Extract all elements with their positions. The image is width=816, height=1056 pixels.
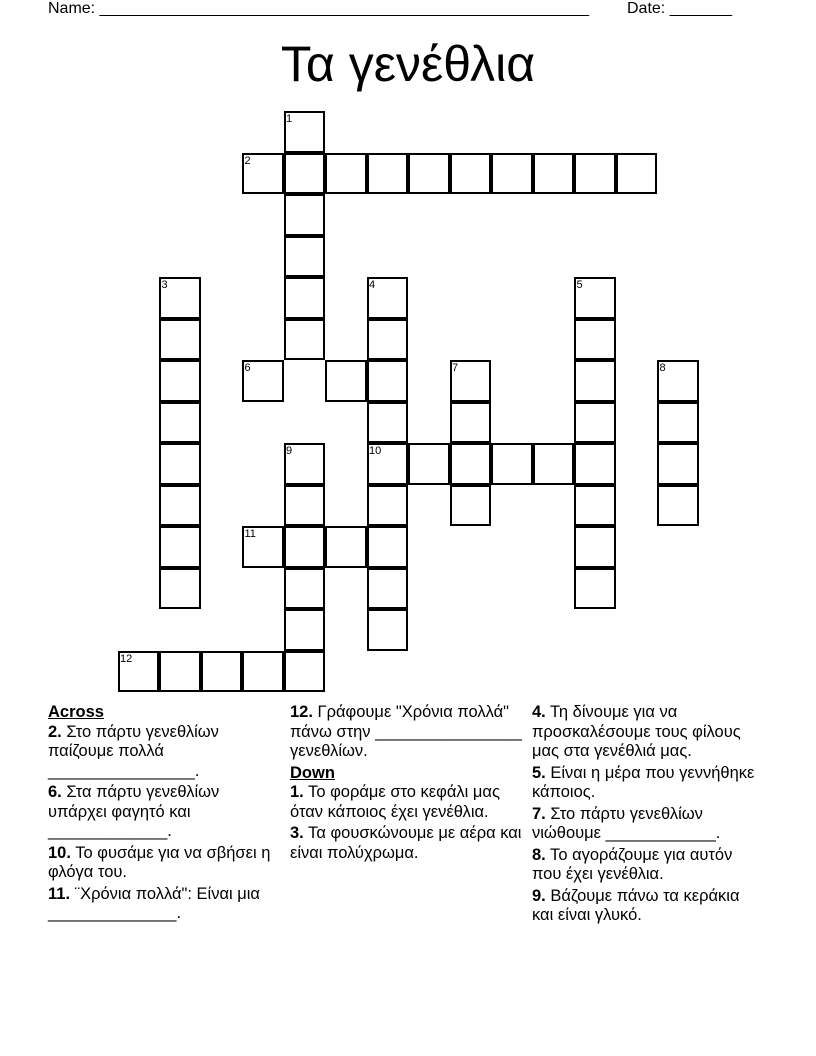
clue xyxy=(290,824,522,863)
crossword-cell[interactable] xyxy=(159,402,201,444)
crossword-cell[interactable] xyxy=(159,360,201,402)
clue-column-3 xyxy=(532,703,764,928)
clue-number: 8. xyxy=(532,845,546,864)
crossword-cell[interactable] xyxy=(367,568,409,610)
clue xyxy=(532,846,764,885)
clue-number: 5. xyxy=(532,763,546,782)
crossword-cell[interactable] xyxy=(284,194,326,236)
crossword-cell[interactable] xyxy=(284,568,326,610)
crossword-cell[interactable] xyxy=(325,153,367,195)
crossword-cell[interactable] xyxy=(574,443,616,485)
clue-number: 7. xyxy=(532,804,546,823)
cell-number: 11 xyxy=(244,528,256,540)
crossword-cell[interactable] xyxy=(284,651,326,693)
crossword-cell[interactable] xyxy=(284,277,326,319)
section-heading: Across xyxy=(48,703,104,721)
crossword-cell[interactable] xyxy=(450,402,492,444)
clue-text: Τη δίνουμε για να προσκαλέσουμε τους φίλους μας στα γενέθλιά μας. xyxy=(532,703,741,760)
crossword-cell[interactable] xyxy=(574,526,616,568)
crossword-cell[interactable] xyxy=(284,236,326,278)
crossword-cell[interactable] xyxy=(657,485,699,527)
crossword-cell[interactable] xyxy=(159,319,201,361)
clue-number: 4. xyxy=(532,703,546,721)
cell-number: 7 xyxy=(452,362,459,374)
cell-number: 1 xyxy=(286,113,293,125)
crossword-cell[interactable] xyxy=(367,360,409,402)
crossword-cell[interactable] xyxy=(159,443,201,485)
clue-number: 1. xyxy=(290,783,304,801)
crossword-cell[interactable] xyxy=(450,485,492,527)
crossword-cell[interactable] xyxy=(574,485,616,527)
crossword-cell[interactable] xyxy=(367,153,409,195)
clue-text: Το φοράμε στο κεφάλι μας όταν κάποιος έχει γενέθλια. xyxy=(290,783,500,821)
crossword-cell[interactable] xyxy=(491,443,533,485)
crossword-cell[interactable] xyxy=(367,485,409,527)
crossword-cell[interactable] xyxy=(616,153,658,195)
crossword-cell[interactable] xyxy=(657,443,699,485)
crossword-cell[interactable] xyxy=(574,319,616,361)
clue xyxy=(48,885,280,924)
clue xyxy=(532,887,764,926)
clue-text: ¨Χρόνια πολλά": Είναι μια ______________. xyxy=(48,884,260,922)
crossword-cell[interactable] xyxy=(408,153,450,195)
clue xyxy=(290,783,522,822)
cell-number: 9 xyxy=(286,445,293,457)
crossword-cell[interactable] xyxy=(533,443,575,485)
clue xyxy=(532,764,764,803)
clue xyxy=(48,783,280,842)
crossword-cell[interactable] xyxy=(284,526,326,568)
clue-text: Στο πάρτυ γενεθλίων νιώθουμε ____________. xyxy=(532,804,721,842)
name-field-label: Name: _______________________________________________________ xyxy=(48,0,589,17)
cell-number: 6 xyxy=(244,362,251,374)
clue xyxy=(48,844,280,883)
clue-text: Τα φουσκώνουμε με αέρα και είναι πολύχρωμα. xyxy=(290,824,522,862)
clue-text: Είναι η μέρα που γεννήθηκε κάποιος. xyxy=(532,763,755,801)
section-heading: Down xyxy=(290,763,335,782)
crossword-cell[interactable] xyxy=(450,153,492,195)
crossword-cell[interactable] xyxy=(491,153,533,195)
crossword-cell[interactable] xyxy=(201,651,243,693)
crossword-cell[interactable] xyxy=(367,609,409,651)
clue-number: 2. xyxy=(48,722,62,741)
page-title: Τα γενέθλια xyxy=(280,36,536,92)
crossword-cell[interactable] xyxy=(574,360,616,402)
cell-number: 5 xyxy=(576,279,583,291)
clue-number: 10. xyxy=(48,843,71,862)
crossword-cell[interactable] xyxy=(242,651,284,693)
clue-text: Στο πάρτυ γενεθλίων παίζουμε πολλά ________________. xyxy=(48,722,219,780)
crossword-cell[interactable] xyxy=(325,526,367,568)
clue-text: Το φυσάμε για να σβήσει η φλόγα του. xyxy=(48,843,271,881)
clue-number: 12. xyxy=(290,703,313,721)
clue-text: Το αγοράζουμε για αυτόν που έχει γενέθλια. xyxy=(532,845,733,883)
clue-number: 11. xyxy=(48,884,71,903)
clue-text: Βάζουμε πάνω τα κεράκια και είναι γλυκό. xyxy=(532,886,740,924)
crossword-cell[interactable] xyxy=(367,526,409,568)
clue-column-1 xyxy=(48,703,280,926)
cell-number: 3 xyxy=(161,279,168,291)
cell-number: 2 xyxy=(244,154,251,167)
clue-number: 9. xyxy=(532,886,546,905)
crossword-cell[interactable] xyxy=(159,651,201,693)
clue xyxy=(532,703,764,762)
clue xyxy=(48,723,280,782)
crossword-cell[interactable] xyxy=(574,153,616,195)
clue xyxy=(532,805,764,844)
crossword-cell[interactable] xyxy=(574,568,616,610)
crossword-cell[interactable] xyxy=(284,609,326,651)
clue-number: 6. xyxy=(48,783,62,801)
crossword-cell[interactable] xyxy=(450,443,492,485)
crossword-cell[interactable] xyxy=(159,485,201,527)
crossword-cell[interactable] xyxy=(657,402,699,444)
crossword-cell[interactable] xyxy=(574,402,616,444)
clue-number: 3. xyxy=(290,824,304,842)
cell-number: 10 xyxy=(369,445,382,457)
crossword-cell[interactable] xyxy=(159,526,201,568)
cell-number: 12 xyxy=(120,652,133,665)
clue-text: Γράφουμε "Χρόνια πολλά" πάνω στην ________________ γενεθλίων. xyxy=(290,703,522,760)
crossword-cell[interactable] xyxy=(408,443,450,485)
crossword-cell[interactable] xyxy=(533,153,575,195)
cell-number: 4 xyxy=(369,279,376,291)
clue-text: Στα πάρτυ γενεθλίων υπάρχει φαγητό και _____________. xyxy=(48,783,220,840)
crossword-cell[interactable] xyxy=(284,485,326,527)
clue-column-2 xyxy=(290,703,522,865)
cell-number: 8 xyxy=(659,362,666,374)
crossword-cell[interactable] xyxy=(325,360,367,402)
crossword-cell[interactable] xyxy=(284,319,326,361)
crossword-cell[interactable] xyxy=(367,319,409,361)
crossword-cell[interactable] xyxy=(367,402,409,444)
clue xyxy=(290,703,522,762)
date-field-label: Date: _______ xyxy=(627,0,732,17)
crossword-cell[interactable] xyxy=(284,153,326,195)
crossword-cell[interactable] xyxy=(159,568,201,610)
